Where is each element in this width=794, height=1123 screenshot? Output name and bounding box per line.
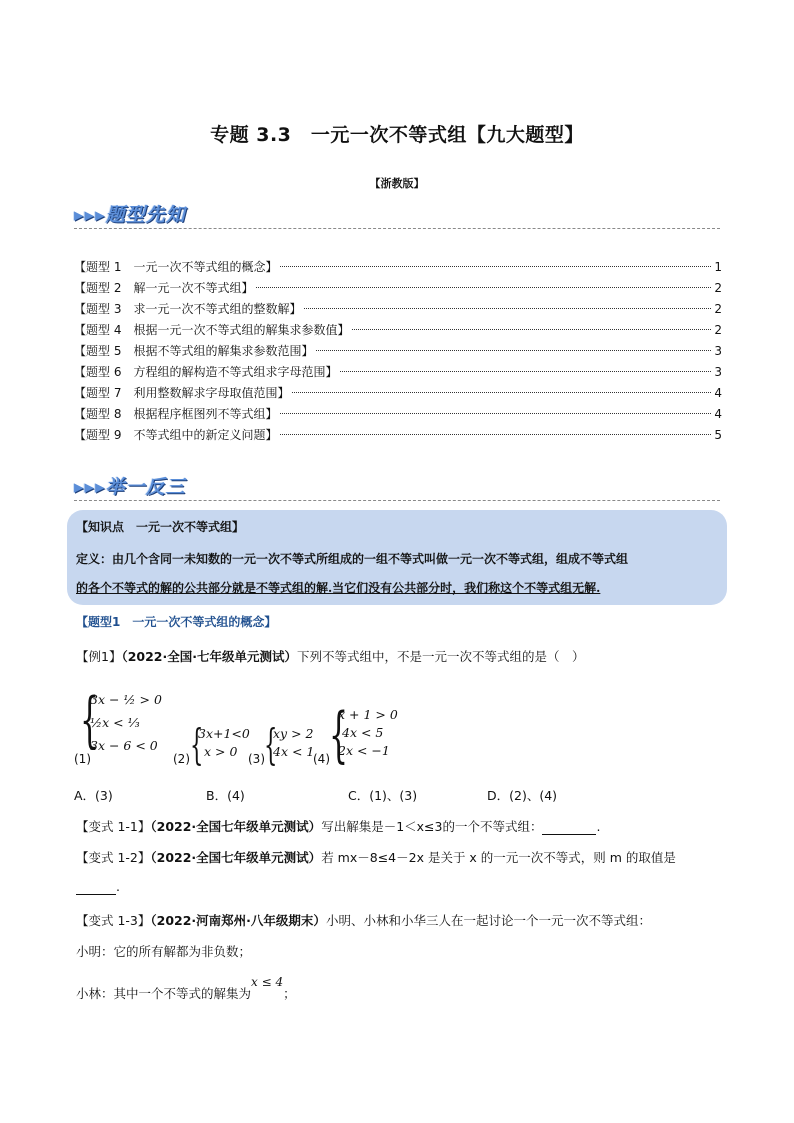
option-d[interactable]: D．(2)、(4) — [487, 788, 558, 803]
toc-item[interactable]: 【题型 6 方程组的解构造不等式组求字母范围】 3 — [74, 365, 722, 379]
system-label: (4) — [313, 752, 330, 766]
inequality-system-3: { xy > 2 4x < 1 — [264, 720, 315, 769]
inequality-system-4: { x + 1 > 0 4x < 5 2x < −1 — [329, 700, 398, 770]
example1-question: 【例1】（2022·全国·七年级单元测试）下列不等式组中，不是一元一次不等式组的是（ ） — [76, 649, 585, 664]
variant-1-2: 【变式 1-2】（2022·全国七年级单元测试）若 mx－8≤4－2x 是关于 x 的一元一次不等式，则 m 的取值是 — [76, 850, 676, 865]
section-divider — [74, 500, 720, 501]
toc-item[interactable]: 【题型 2 解一元一次不等式组】 2 — [74, 281, 722, 295]
variant-1-1: 【变式 1-1】（2022·全国七年级单元测试）写出解集是－1＜x≤3的一个不等式组： . — [76, 819, 601, 834]
edition-label: 【浙教版】 — [369, 177, 425, 190]
section-divider — [74, 228, 720, 229]
system-label: (3) — [248, 752, 265, 766]
knowledge-text — [76, 545, 724, 603]
toc-item[interactable]: 【题型 5 根据不等式组的解集求参数范围】 3 — [74, 344, 722, 358]
page-title: 专题 3.3 一元一次不等式组【九大题型】 — [210, 124, 584, 146]
variant-1-2-answer: . — [76, 879, 120, 895]
table-of-contents — [74, 257, 722, 446]
section-heading-overview: ▸▸▸题型先知 — [74, 204, 186, 226]
toc-item[interactable]: 【题型 9 不等式组中的新定义问题】 5 — [74, 428, 722, 442]
toc-item[interactable]: 【题型 4 根据一元一次不等式组的解集求参数值】 2 — [74, 323, 722, 337]
toc-item[interactable]: 【题型 7 利用整数解求字母取值范围】 4 — [74, 386, 722, 400]
toc-item[interactable]: 【题型 8 根据程序框图列不等式组】 4 — [74, 407, 722, 421]
option-c[interactable]: C．(1)、(3) — [348, 788, 418, 803]
option-a[interactable]: A．(3) — [74, 788, 113, 803]
toc-item[interactable]: 【题型 1 一元一次不等式组的概念】 1 — [74, 260, 722, 274]
system-label: (2) — [173, 752, 190, 766]
brace-glyph: { — [80, 685, 100, 755]
section-heading-practice: ▸▸▸举一反三 — [74, 476, 186, 498]
knowledge-line: 定义：由几个含同一未知数的一元一次不等式所组成的一组不等式叫做一元一次不等式组，组成不等式组 — [76, 552, 629, 566]
knowledge-line: 的各个不等式的解的公共部分就是不等式组的解.当它们没有公共部分时，我们称这个不等式组无解. — [76, 581, 601, 595]
system-label: (1) — [74, 752, 91, 766]
xiaoming-statement: 小明：它的所有解都为非负数； — [76, 944, 252, 959]
knowledge-title: 【知识点 一元一次不等式组】 — [76, 520, 245, 534]
answer-blank[interactable] — [542, 819, 596, 835]
answer-blank[interactable] — [76, 879, 116, 895]
inequality-system-1: { 3x − ½ > 0 ½x < ⅓ 3x − 6 < 0 — [80, 685, 162, 755]
variant-1-3: 【变式 1-3】（2022·河南郑州·八年级期末）小明、小林和小华三人在一起讨论一个一元一次不等式组： — [76, 913, 651, 928]
inequality-system-2: { 3x+1<0 x > 0 — [190, 720, 250, 769]
xiaolin-statement: 小林：其中一个不等式的解集为x ≤ 4； — [76, 975, 296, 1001]
type1-heading: 【题型1 一元一次不等式组的概念】 — [76, 615, 277, 629]
toc-item[interactable]: 【题型 3 求一元一次不等式组的整数解】 2 — [74, 302, 722, 316]
option-b[interactable]: B．(4) — [206, 788, 245, 803]
